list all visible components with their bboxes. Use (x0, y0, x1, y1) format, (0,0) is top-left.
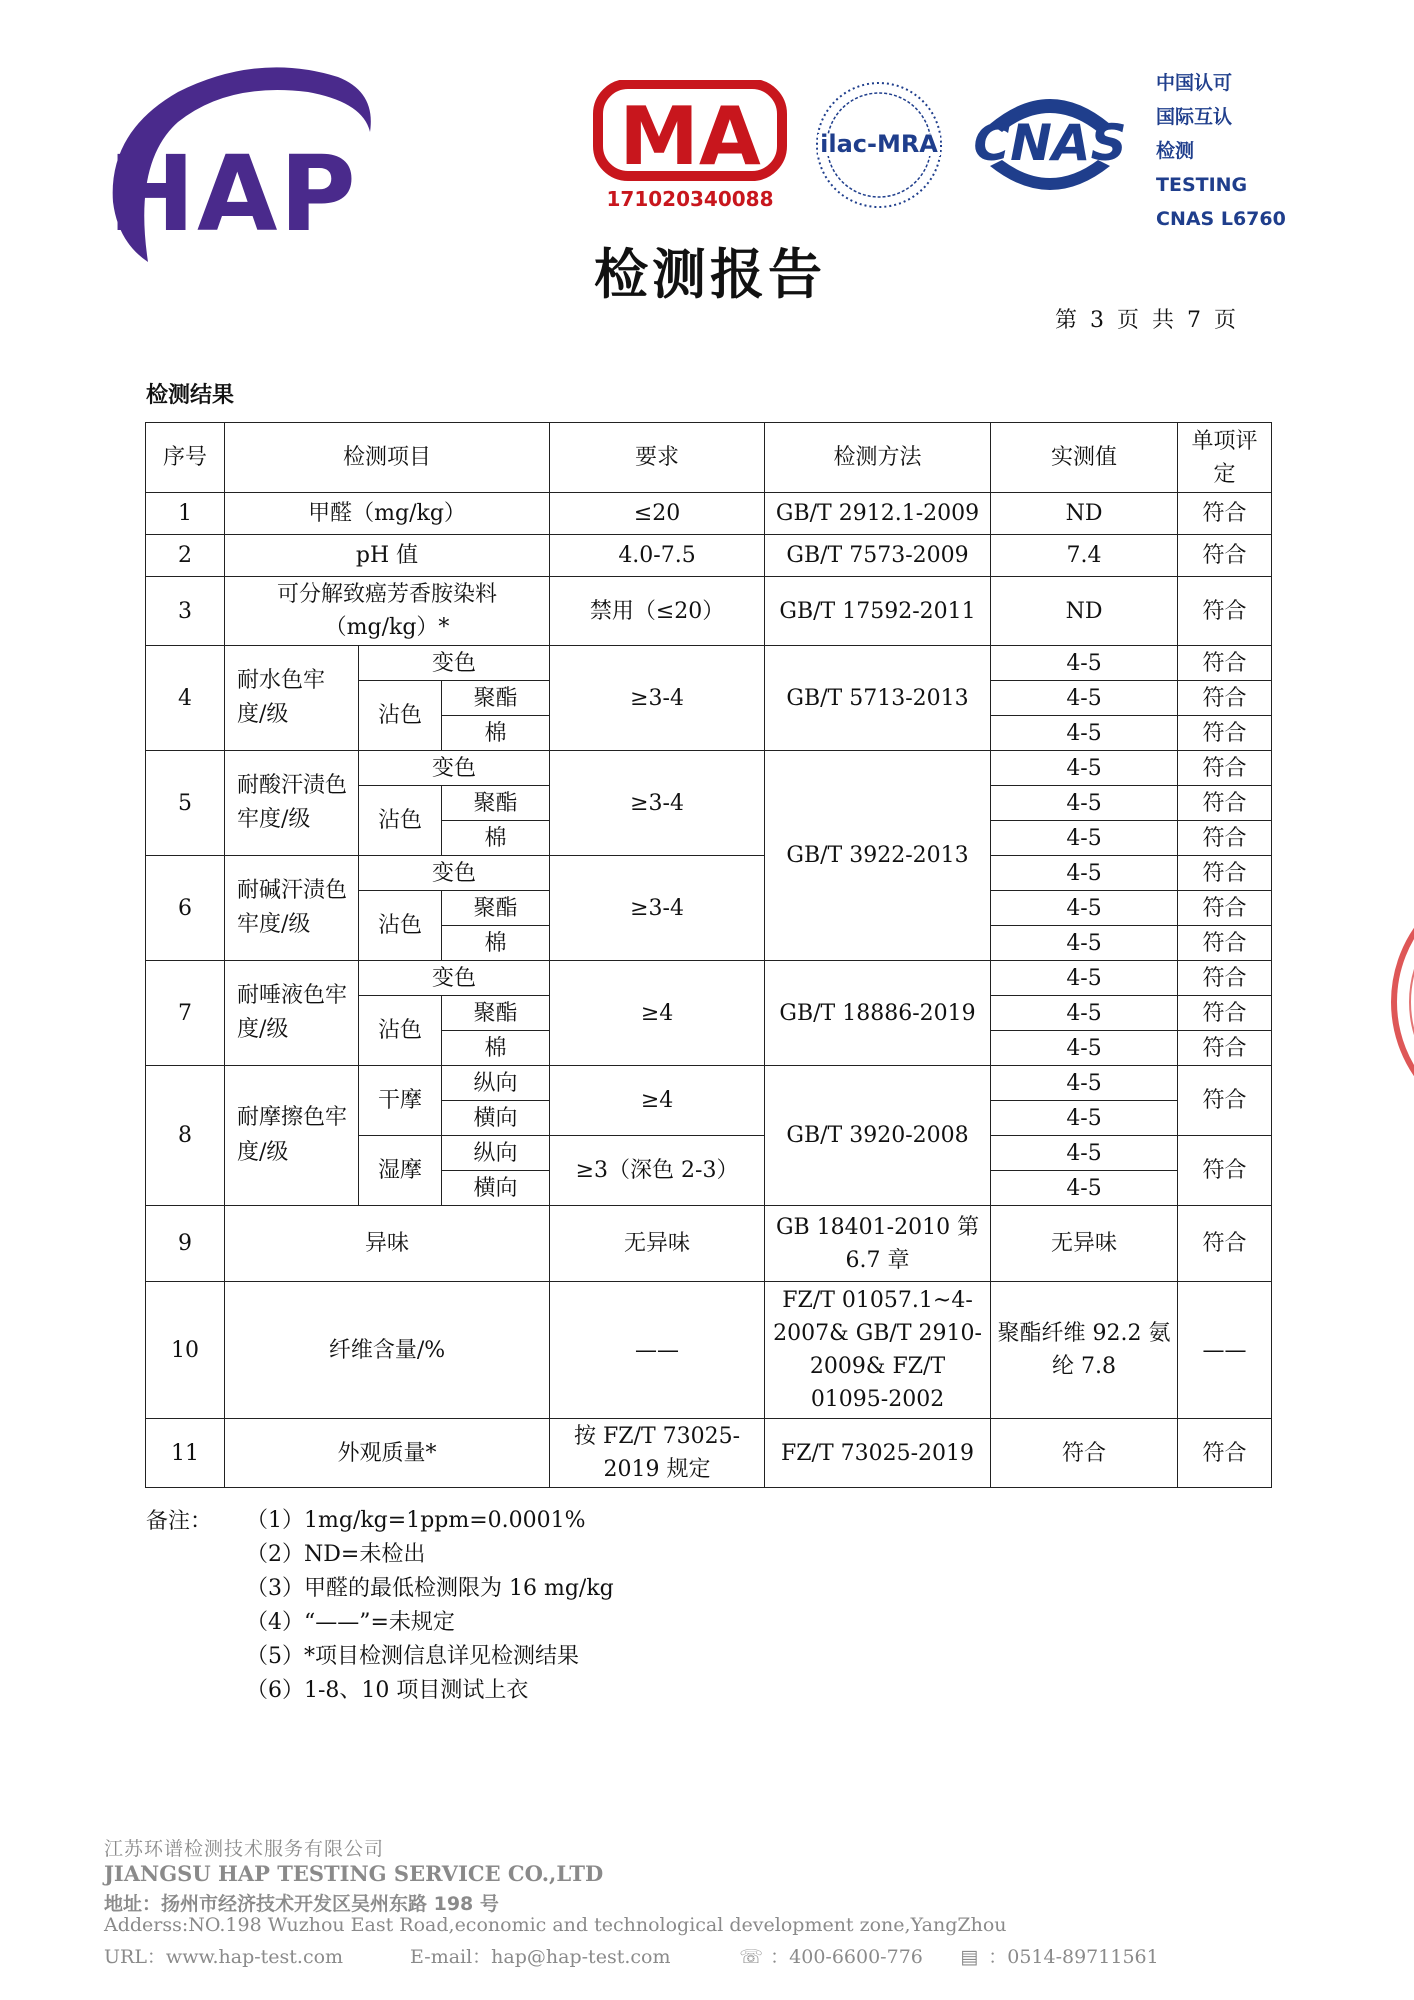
cell-method: GB/T 3922-2013 (765, 751, 991, 961)
table-row (146, 646, 1272, 681)
cell-seq: 1 (146, 493, 225, 535)
cell-sub-cotton: 棉 (442, 1031, 550, 1066)
fax-icon: ▤ (960, 1946, 979, 1968)
table-row (146, 1066, 1272, 1101)
cell-sub-change: 变色 (359, 646, 550, 681)
cell-seq: 10 (146, 1282, 225, 1419)
footer-address-en: Adderss:NO.198 Wuzhou East Road,economic and technological development zone,YangZhou (104, 1914, 1007, 1936)
notes-list (246, 1504, 614, 1708)
cell-value: 4-5 (991, 1101, 1178, 1136)
note-item: （4）“——”=未规定 (246, 1610, 455, 1635)
cell-sub-cotton: 棉 (442, 716, 550, 751)
accreditation-line: 国际互认 (1156, 106, 1233, 128)
cell-requirement: ≥3-4 (550, 646, 765, 751)
hap-logo (108, 62, 380, 282)
cell-method: GB/T 18886-2019 (765, 961, 991, 1066)
cell-requirement: 禁用（≤20） (550, 577, 765, 646)
cell-seq: 8 (146, 1066, 225, 1206)
footer-company-en: JIANGSU HAP TESTING SERVICE CO.,LTD (104, 1861, 604, 1886)
cell-seq: 3 (146, 577, 225, 646)
header-requirement: 要求 (550, 423, 765, 493)
cell-rating: 符合 (1178, 891, 1272, 926)
cell-method: FZ/T 01057.1~4-2007& GB/T 2910-2009& FZ/T 01095-2002 (765, 1282, 991, 1419)
cell-item: 耐水色牢度/级 (225, 646, 359, 751)
cell-method: GB/T 7573-2009 (765, 535, 991, 577)
cell-sub-cotton: 棉 (442, 926, 550, 961)
note-item: （1）1mg/kg=1ppm=0.0001% (246, 1508, 586, 1533)
cell-seq: 11 (146, 1419, 225, 1488)
cell-sub-stain: 沾色 (359, 891, 442, 961)
note-item: （3）甲醛的最低检测限为 16 mg/kg (246, 1576, 614, 1601)
cma-number: 171020340088 (606, 187, 774, 211)
section-heading: 检测结果 (146, 383, 235, 408)
cell-seq: 5 (146, 751, 225, 856)
cell-requirement: ≤20 (550, 493, 765, 535)
cell-sub-polyester: 聚酯 (442, 891, 550, 926)
cell-rating: 符合 (1178, 751, 1272, 786)
accreditation-line: 检测 (1156, 140, 1195, 162)
cell-requirement: ≥3-4 (550, 856, 765, 961)
header-seq: 序号 (146, 423, 225, 493)
cell-rating: 符合 (1178, 681, 1272, 716)
cell-sub-warp: 纵向 (442, 1136, 550, 1171)
cell-sub-stain: 沾色 (359, 996, 442, 1066)
table-row (146, 1206, 1272, 1282)
cell-requirement: 无异味 (550, 1206, 765, 1282)
table-row (146, 577, 1272, 646)
footer-contact (104, 1942, 1204, 1969)
cell-rating: 符合 (1178, 926, 1272, 961)
footer-email[interactable]: E-mail：hap@hap-test.com (410, 1946, 671, 1968)
footer-phone: ：400-6600-776 (770, 1946, 923, 1968)
cell-rating: 符合 (1178, 577, 1272, 646)
cell-value: 4-5 (991, 821, 1178, 856)
note-item: （5）*项目检测信息详见检测结果 (246, 1644, 579, 1669)
cell-sub-cotton: 棉 (442, 821, 550, 856)
cell-sub-warp: 纵向 (442, 1066, 550, 1101)
cell-value: 4-5 (991, 1066, 1178, 1101)
cell-sub-change: 变色 (359, 961, 550, 996)
cell-item: 甲醛（mg/kg） (225, 493, 550, 535)
footer-url[interactable]: URL：www.hap-test.com (104, 1946, 344, 1968)
cell-value: 4-5 (991, 716, 1178, 751)
cell-seq: 4 (146, 646, 225, 751)
cell-value: 4-5 (991, 786, 1178, 821)
cell-requirement: ≥4 (550, 961, 765, 1066)
cell-value: 4-5 (991, 751, 1178, 786)
cell-sub-change: 变色 (359, 751, 550, 786)
cell-rating: 符合 (1178, 856, 1272, 891)
cell-sub-polyester: 聚酯 (442, 996, 550, 1031)
cell-method: GB/T 17592-2011 (765, 577, 991, 646)
cell-rating: 符合 (1178, 535, 1272, 577)
cell-value: 4-5 (991, 1136, 1178, 1171)
footer-address-cn: 地址：扬州市经济技术开发区吴州东路 198 号 (104, 1893, 499, 1915)
cell-item: 耐碱汗渍色牢度/级 (225, 856, 359, 961)
cell-rating: 符合 (1178, 821, 1272, 856)
cnas-logo-text: CNAS (973, 114, 1127, 172)
note-item: （2）ND=未检出 (246, 1542, 426, 1567)
cell-rating: 符合 (1178, 1136, 1272, 1206)
cell-item: 异味 (225, 1206, 550, 1282)
cell-rating: —— (1178, 1282, 1272, 1419)
cell-sub-polyester: 聚酯 (442, 786, 550, 821)
cell-item: 耐唾液色牢度/级 (225, 961, 359, 1066)
footer-company-cn: 江苏环谱检测技术服务有限公司 (104, 1838, 385, 1860)
hap-logo-text: HAP (108, 133, 358, 255)
cell-sub-stain: 沾色 (359, 681, 442, 751)
cma-logo (592, 80, 788, 212)
cell-sub-polyester: 聚酯 (442, 681, 550, 716)
cell-sub-weft: 横向 (442, 1101, 550, 1136)
cell-sub-dry: 干摩 (359, 1066, 442, 1136)
cell-item: 纤维含量/% (225, 1282, 550, 1419)
cell-requirement: —— (550, 1282, 765, 1419)
cell-requirement: ≥3（深色 2-3） (550, 1136, 765, 1206)
cell-method: GB 18401-2010 第 6.7 章 (765, 1206, 991, 1282)
cell-value: 4-5 (991, 856, 1178, 891)
red-seal-stamp (1372, 872, 1414, 1132)
cell-seq: 2 (146, 535, 225, 577)
table-row (146, 535, 1272, 577)
cell-value: ND (991, 577, 1178, 646)
notes-label: 备注： (146, 1509, 213, 1534)
cell-method: GB/T 5713-2013 (765, 646, 991, 751)
table-row (146, 751, 1272, 786)
cnas-logo (970, 84, 1130, 204)
cell-rating: 符合 (1178, 646, 1272, 681)
cell-value: 4-5 (991, 996, 1178, 1031)
cell-rating: 符合 (1178, 961, 1272, 996)
header-method: 检测方法 (765, 423, 991, 493)
accreditation-line: 中国认可 (1156, 72, 1233, 94)
cell-value: 4-5 (991, 1031, 1178, 1066)
cell-rating: 符合 (1178, 1419, 1272, 1488)
note-item: （6）1-8、10 项目测试上衣 (246, 1678, 529, 1703)
cell-item: 耐酸汗渍色牢度/级 (225, 751, 359, 856)
cell-value: 无异味 (991, 1206, 1178, 1282)
table-header-row (146, 423, 1272, 493)
cell-value: 聚酯纤维 92.2 氨纶 7.8 (991, 1282, 1178, 1419)
cell-value: ND (991, 493, 1178, 535)
cell-method: FZ/T 73025-2019 (765, 1419, 991, 1488)
cell-requirement: 按 FZ/T 73025-2019 规定 (550, 1419, 765, 1488)
cell-rating: 符合 (1178, 493, 1272, 535)
cell-method: GB/T 3920-2008 (765, 1066, 991, 1206)
cell-rating: 符合 (1178, 786, 1272, 821)
header-item: 检测项目 (225, 423, 550, 493)
cell-value: 4-5 (991, 926, 1178, 961)
page-indicator: 第 3 页 共 7 页 (1055, 308, 1239, 333)
cell-value: 4-5 (991, 961, 1178, 996)
cell-value: 7.4 (991, 535, 1178, 577)
cell-sub-change: 变色 (359, 856, 550, 891)
cell-requirement: ≥3-4 (550, 751, 765, 856)
footer-fax: ：0514-89711561 (988, 1946, 1159, 1968)
cell-value: 4-5 (991, 1171, 1178, 1206)
cell-rating: 符合 (1178, 716, 1272, 751)
cell-requirement: 4.0-7.5 (550, 535, 765, 577)
phone-icon: ☏ (739, 1946, 763, 1968)
cell-seq: 6 (146, 856, 225, 961)
cell-rating: 符合 (1178, 1066, 1272, 1136)
ilac-logo-text: ilac-MRA (820, 130, 938, 158)
ilac-mra-logo (812, 78, 946, 212)
cell-value: 4-5 (991, 681, 1178, 716)
results-table (145, 422, 1272, 1488)
cell-item: 耐摩擦色牢度/级 (225, 1066, 359, 1206)
cell-item: pH 值 (225, 535, 550, 577)
cell-value: 4-5 (991, 646, 1178, 681)
cma-logo-text: MA (619, 90, 761, 183)
cell-seq: 9 (146, 1206, 225, 1282)
header-measured: 实测值 (991, 423, 1178, 493)
table-row (146, 961, 1272, 996)
header-rating: 单项评定 (1178, 423, 1272, 493)
table-row (146, 1419, 1272, 1488)
cell-seq: 7 (146, 961, 225, 1066)
table-row (146, 856, 1272, 891)
cell-rating: 符合 (1178, 1206, 1272, 1282)
cell-sub-weft: 横向 (442, 1171, 550, 1206)
cell-rating: 符合 (1178, 996, 1272, 1031)
accreditation-line: CNAS L6760 (1156, 208, 1286, 230)
accreditation-block (1156, 66, 1286, 236)
cell-value: 符合 (991, 1419, 1178, 1488)
cell-requirement: ≥4 (550, 1066, 765, 1136)
cell-rating: 符合 (1178, 1031, 1272, 1066)
cell-sub-stain: 沾色 (359, 786, 442, 856)
cell-item: 可分解致癌芳香胺染料（mg/kg）* (225, 577, 550, 646)
cell-sub-wet: 湿摩 (359, 1136, 442, 1206)
accreditation-line: TESTING (1156, 174, 1248, 196)
table-row (146, 493, 1272, 535)
cell-method: GB/T 2912.1-2009 (765, 493, 991, 535)
cell-value: 4-5 (991, 891, 1178, 926)
table-row (146, 1282, 1272, 1419)
report-title: 检测报告 (594, 243, 826, 306)
cell-item: 外观质量* (225, 1419, 550, 1488)
